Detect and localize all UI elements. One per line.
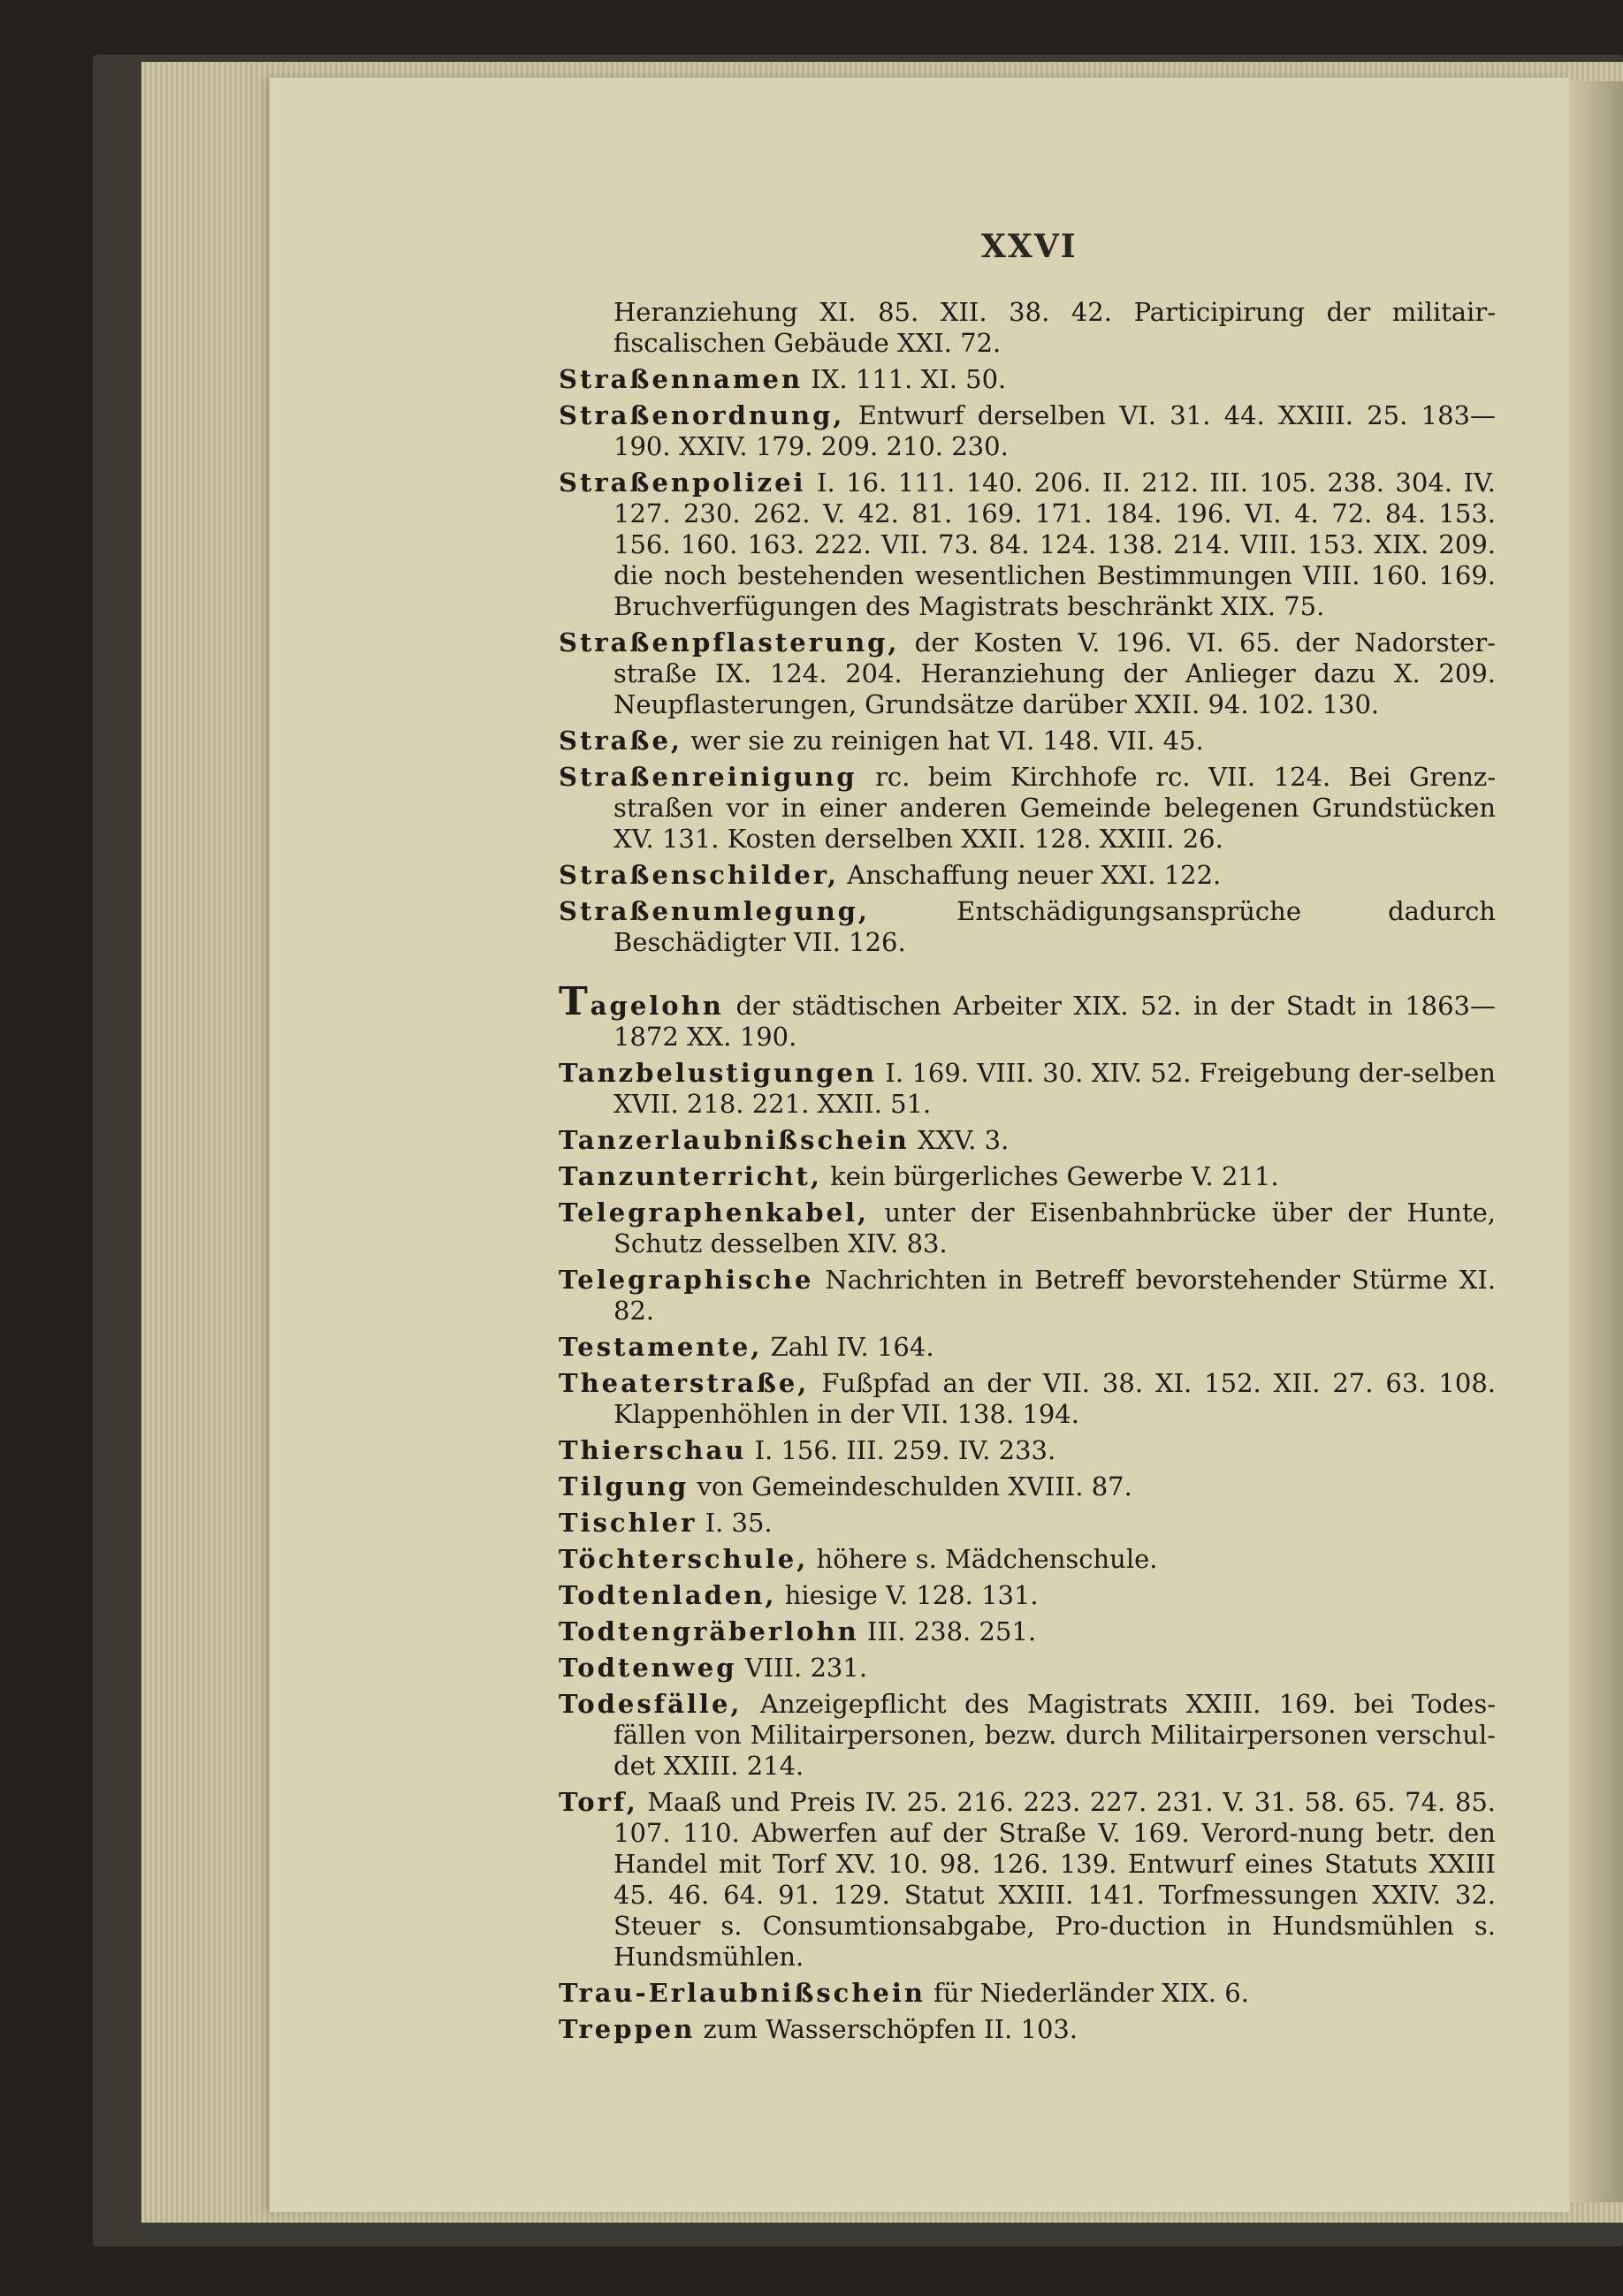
index-keyword: Straßenreinigung: [559, 762, 857, 792]
index-refs: Heranziehung XI. 85. XII. 38. 42. Participirung der militair-fiscalischen Gebäude XXI. 72.: [613, 297, 1496, 358]
index-entry: [559, 1978, 1496, 2009]
index-entry: [559, 1368, 1496, 1430]
index-keyword: Tischler: [559, 1508, 697, 1538]
index-keyword: Tilgung: [559, 1471, 690, 1502]
index-entry: [559, 1787, 1496, 1973]
index-entry: [559, 1265, 1496, 1327]
index-keyword: Todtenladen,: [559, 1580, 777, 1610]
index-keyword: Straßenordnung,: [559, 400, 845, 430]
index-keyword: Straßennamen: [559, 364, 804, 394]
page-number: XXVI: [981, 228, 1078, 265]
index-refs: höhere s. Mädchenschule.: [808, 1544, 1158, 1574]
index-entry: [559, 1653, 1496, 1684]
index-keyword: Telegraphische: [559, 1265, 814, 1295]
index-keyword: Trau-Erlaubnißschein: [559, 1978, 926, 2008]
index-keyword: Todesfälle,: [559, 1689, 743, 1719]
index-refs: rc. beim Kirchhofe rc. VII. 124. Bei Grenz-straßen vor in einer anderen Gemeinde belegenen Grundstücken XV. 131. Kosten derselben XXII. 128. XXIII. 26.: [613, 762, 1496, 854]
index-entry: [559, 1544, 1496, 1575]
index-entry: [559, 2014, 1496, 2045]
index-entry: [559, 297, 1496, 359]
index-entry: [559, 364, 1496, 395]
index-keyword: Straßenschilder,: [559, 860, 840, 890]
index-entry: [559, 1332, 1496, 1363]
index-entry: [559, 1197, 1496, 1259]
index-refs: VIII. 231.: [736, 1653, 868, 1683]
index-keyword: Tanzerlaubnißschein: [559, 1125, 910, 1155]
index-refs: unter der Eisenbahnbrücke über der Hunte, Schutz desselben XIV. 83.: [613, 1197, 1496, 1258]
index-keyword: Straßenpolizei: [559, 468, 806, 498]
index-refs: III. 238. 251.: [858, 1616, 1037, 1646]
index-keyword: Tanzbelustigungen: [559, 1058, 877, 1088]
index-keyword: Straße,: [559, 726, 682, 756]
index-refs: Zahl IV. 164.: [762, 1332, 934, 1362]
index-keyword: Theaterstraße,: [559, 1368, 810, 1398]
index-entry: [559, 468, 1496, 622]
index-keyword: Thierschau: [559, 1435, 747, 1465]
index-entry: [559, 860, 1496, 891]
index-refs: I. 35.: [697, 1508, 773, 1538]
index-refs: XXV. 3.: [909, 1125, 1010, 1155]
index-entry: [559, 1616, 1496, 1647]
index-refs: wer sie zu reinigen hat VI. 148. VII. 45.: [682, 726, 1204, 756]
right-page-edge: [1569, 81, 1623, 2202]
index-entry: [559, 1508, 1496, 1539]
index-keyword: Straßenumlegung,: [559, 896, 871, 926]
index-refs: hiesige V. 128. 131.: [776, 1580, 1039, 1610]
index-refs: für Niederländer XIX. 6.: [925, 1978, 1249, 2008]
index-refs: I. 16. 111. 140. 206. II. 212. III. 105. 238. 304. IV. 127. 230. 262. V. 42. 81. 169. 171. 184. 196. VI. 4. 72. 84. 153. 156. 160. 163. 222. VII. 73. 84. 124. 138. 214. VIII. 153. XIX. 209. die noch bestehenden wesentlichen Bestimmungen VIII. 160. 169. Bruchverfügungen des Magistrats beschränkt XIX. 75.: [613, 468, 1496, 621]
index-refs: der städtischen Arbeiter XIX. 52. in der Stadt in 1863—1872 XX. 190.: [613, 991, 1496, 1052]
index-entry: [559, 1580, 1496, 1611]
index-entry: [559, 1058, 1496, 1120]
index-refs: zum Wasserschöpfen II. 103.: [695, 2014, 1078, 2044]
index-entry: [559, 1689, 1496, 1782]
index-refs: Anschaffung neuer XXI. 122.: [839, 860, 1222, 890]
index-entry: [559, 1435, 1496, 1466]
index-refs: Entschädigungsansprüche dadurch Beschädigter VII. 126.: [613, 896, 1496, 957]
index-refs: I. 169. VIII. 30. XIV. 52. Freigebung der-selben XVII. 218. 221. XXII. 51.: [613, 1058, 1496, 1119]
index-entry: [559, 400, 1496, 462]
index-refs: der Kosten V. 196. VI. 65. der Nadorster-straße IX. 124. 204. Heranziehung der Anlieger dazu X. 209. Neupflasterungen, Grundsätze darüber XXII. 94. 102. 130.: [613, 627, 1496, 719]
index-refs: Nachrichten in Betreff bevorstehender Stürme XI. 82.: [613, 1265, 1496, 1326]
index-refs: Entwurf derselben VI. 31. 44. XXIII. 25. 183—190. XXIV. 179. 209. 210. 230.: [613, 400, 1496, 461]
index-entry: [559, 896, 1496, 958]
index-refs: von Gemeindeschulden XVIII. 87.: [689, 1471, 1132, 1502]
index-refs: Maaß und Preis IV. 25. 216. 223. 227. 231. V. 31. 58. 65. 74. 85. 107. 110. Abwerfen auf der Straße V. 169. Verord-nung betr. den Handel mit Torf XV. 10. 98. 126. 139. Entwurf eines Statuts XXIII 45. 46. 64. 91. 129. Statut XXIII. 141. Torfmessungen XXIV. 32. Steuer s. Consumtionsabgabe, Pro-duction in Hundsmühlen s. Hundsmühlen.: [613, 1787, 1496, 1972]
index-entry: [559, 762, 1496, 855]
index-entry: [559, 726, 1496, 756]
index-entry: [559, 1161, 1496, 1192]
index-entry: [559, 627, 1496, 720]
index-keyword: Testamente,: [559, 1332, 763, 1362]
index-keyword: Töchterschule,: [559, 1544, 809, 1574]
index-keyword: Tanzunterricht,: [559, 1161, 822, 1191]
index-refs: Fußpfad an der VII. 38. XI. 152. XII. 27. 63. 108. Klappenhöhlen in der VII. 138. 194.: [613, 1368, 1496, 1429]
index-refs: IX. 111. XI. 50.: [803, 364, 1007, 394]
index-refs: I. 156. III. 259. IV. 233.: [746, 1435, 1056, 1465]
index-keyword: Telegraphenkabel,: [559, 1197, 870, 1228]
index-keyword: Tagelohn: [559, 979, 724, 1024]
index-entry: [559, 1471, 1496, 1502]
index-entry: [559, 979, 1496, 1053]
index-keyword: Torf,: [559, 1787, 638, 1817]
index-entry: [559, 1125, 1496, 1156]
index-text: [559, 297, 1496, 2050]
index-keyword: Treppen: [559, 2014, 696, 2044]
index-refs: Anzeigepflicht des Magistrats XXIII. 169. bei Todes-fällen von Militairpersonen, bezw. durch Militairpersonen verschul-det XXIII. 214.: [613, 1689, 1496, 1781]
index-keyword: Todtengräberlohn: [559, 1616, 859, 1646]
index-keyword: Todtenweg: [559, 1653, 737, 1683]
index-keyword: Straßenpflasterung,: [559, 627, 900, 658]
index-refs: kein bürgerliches Gewerbe V. 211.: [821, 1161, 1279, 1191]
